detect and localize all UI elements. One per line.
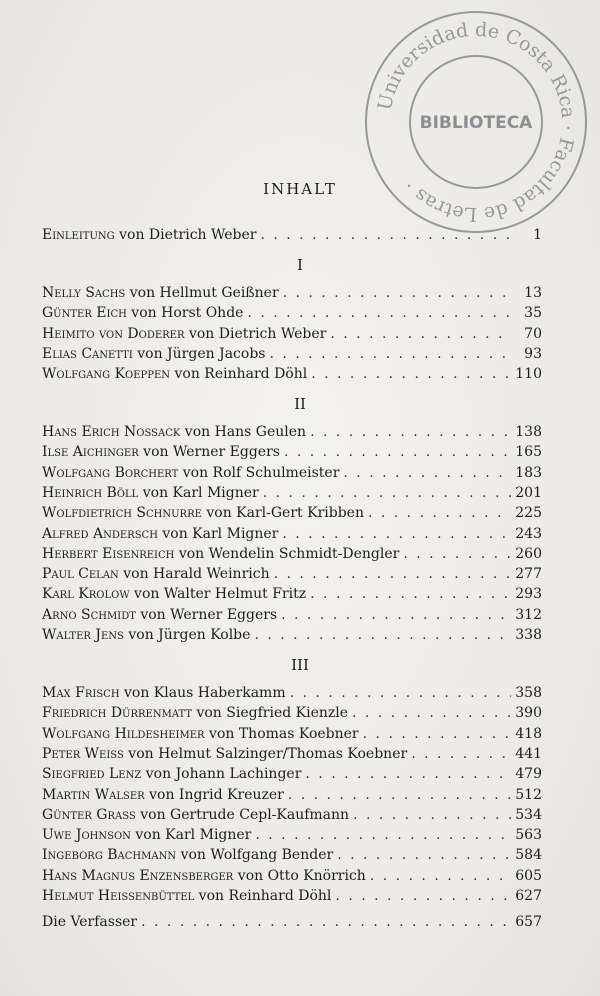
page-number: 201 xyxy=(515,484,542,501)
essay-author: von Harald Weinrich xyxy=(118,566,270,583)
essay-author: von Dietrich Weber xyxy=(114,227,257,243)
page-number: 165 xyxy=(515,444,542,461)
entry-title xyxy=(42,524,278,544)
entry-title xyxy=(42,724,359,744)
entry-title xyxy=(42,544,399,564)
toc-entry xyxy=(42,324,542,344)
entry-title xyxy=(42,483,259,503)
toc-heading: INHALT xyxy=(263,180,337,198)
dot-leader xyxy=(255,825,511,845)
dot-leader xyxy=(353,805,511,825)
page-number: 479 xyxy=(515,766,542,783)
page-number: 418 xyxy=(515,725,542,742)
author-name: Wolfdietrich Schnurre xyxy=(42,505,202,522)
dot-leader xyxy=(343,463,511,483)
author-name: Die Verfasser xyxy=(42,914,138,930)
page-number: 183 xyxy=(515,464,542,481)
author-name: Wolfgang Borchert xyxy=(42,464,179,481)
section-numeral: III xyxy=(291,656,309,674)
page-number: 657 xyxy=(515,914,542,930)
toc-entry xyxy=(42,422,542,442)
dot-leader xyxy=(260,225,512,245)
dot-leader xyxy=(141,912,511,932)
toc-entry xyxy=(42,764,542,784)
dot-leader xyxy=(403,544,511,564)
toc-entry xyxy=(42,483,542,503)
toc-entry xyxy=(42,785,542,805)
dot-leader xyxy=(311,364,511,384)
essay-author: von Wolfgang Bender xyxy=(176,847,334,864)
toc-entry xyxy=(42,625,542,645)
essay-author: von Helmut Salzinger/Thomas Koebner xyxy=(123,745,408,762)
page-number: 110 xyxy=(515,366,542,383)
entry-title xyxy=(42,283,279,303)
entry-title xyxy=(42,683,286,703)
page-number: 534 xyxy=(515,806,542,823)
dot-leader xyxy=(363,724,512,744)
toc-entry xyxy=(42,524,542,544)
page-number: 512 xyxy=(515,786,542,803)
toc-entry xyxy=(42,584,542,604)
entry-title xyxy=(42,324,326,344)
author-name: Elias Canetti xyxy=(42,345,133,362)
essay-author: von Siegfried Kienzle xyxy=(192,705,349,722)
essay-author: von Klaus Haberkamm xyxy=(119,685,286,701)
page-number: 1 xyxy=(533,227,542,243)
author-name: Einleitung xyxy=(42,227,115,243)
essay-author: von Horst Ohde xyxy=(126,305,244,322)
entry-title xyxy=(42,463,339,483)
entry-title xyxy=(42,886,331,906)
entry-title xyxy=(42,805,349,825)
essay-author: von Otto Knörrich xyxy=(233,867,366,884)
essay-author: von Hans Geulen xyxy=(180,424,307,440)
essay-author: von Karl Migner xyxy=(138,484,259,501)
author-name: Günter Eich xyxy=(42,305,127,322)
dot-leader xyxy=(310,422,511,442)
author-name: Wolfgang Hildesheimer xyxy=(42,725,205,742)
author-name: Walter Jens xyxy=(42,627,124,643)
dot-leader xyxy=(290,683,512,703)
page-number: 260 xyxy=(515,545,542,562)
dot-leader xyxy=(281,605,511,625)
page-number: 563 xyxy=(515,827,542,844)
page-number: 138 xyxy=(515,424,542,440)
dot-leader xyxy=(282,524,511,544)
page-number: 93 xyxy=(524,345,542,362)
toc-entry xyxy=(42,683,542,703)
page-number: 293 xyxy=(515,586,542,603)
toc-entry xyxy=(42,442,542,462)
dot-leader xyxy=(337,845,511,865)
entry-title xyxy=(42,625,250,645)
dot-leader xyxy=(330,324,512,344)
page-number: 277 xyxy=(515,566,542,583)
essay-author: von Wendelin Schmidt-Dengler xyxy=(174,545,400,562)
author-name: Nelly Sachs xyxy=(42,285,126,301)
dot-leader xyxy=(247,303,512,323)
author-name: Friedrich Dürrenmatt xyxy=(42,705,193,722)
page-number: 441 xyxy=(515,745,542,762)
library-stamp xyxy=(362,8,590,236)
essay-author: von Werner Eggers xyxy=(138,444,280,461)
essay-author: von Walter Helmut Fritz xyxy=(129,586,307,603)
page-number: 70 xyxy=(524,325,542,342)
dot-leader xyxy=(274,564,512,584)
essay-author: von Dietrich Weber xyxy=(184,325,327,342)
entry-title xyxy=(42,364,307,384)
essay-author: von Werner Eggers xyxy=(135,606,278,623)
author-name: Martin Walser xyxy=(42,786,145,803)
toc-entry xyxy=(42,605,542,625)
entry-title xyxy=(42,785,284,805)
toc-entry xyxy=(42,724,542,744)
toc-entry xyxy=(42,703,542,723)
essay-author: von Thomas Koebner xyxy=(204,725,359,742)
entry-title xyxy=(42,825,251,845)
entry-title xyxy=(42,442,280,462)
author-name: Ingeborg Bachmann xyxy=(42,847,177,864)
entry-title xyxy=(42,584,306,604)
toc-entry xyxy=(42,283,542,303)
author-name: Günter Grass xyxy=(42,806,136,823)
author-name: Hans Magnus Enzensberger xyxy=(42,867,234,884)
dot-leader xyxy=(283,283,512,303)
author-name: Karl Krolow xyxy=(42,586,130,603)
stamp-center-text: BIBLIOTECA xyxy=(419,113,533,133)
page-number: 627 xyxy=(515,888,542,904)
page-number: 358 xyxy=(515,685,542,701)
entry-title xyxy=(42,703,348,723)
dot-leader xyxy=(335,886,511,906)
page-number: 13 xyxy=(524,285,542,301)
stamp-ring-text: Universidad de Costa Rica · Facultad de Letras · xyxy=(373,18,580,226)
entry-title xyxy=(42,503,364,523)
entry-title xyxy=(42,225,256,245)
dot-leader xyxy=(269,344,512,364)
essay-author: von Jürgen Jacobs xyxy=(132,345,266,362)
dot-leader xyxy=(411,744,511,764)
essay-author: von Karl Migner xyxy=(130,827,252,844)
author-name: Siegfried Lenz xyxy=(42,766,142,783)
page-number: 312 xyxy=(515,606,542,623)
dot-leader xyxy=(352,703,511,723)
page-number: 584 xyxy=(515,847,542,864)
author-name: Max Frisch xyxy=(42,685,120,701)
essay-author: von Gertrude Cepl-Kaufmann xyxy=(135,806,350,823)
toc-entry xyxy=(42,344,542,364)
essay-author: von Jürgen Kolbe xyxy=(123,627,251,643)
essay-author: von Reinhard Döhl xyxy=(170,366,308,383)
dot-leader xyxy=(284,442,511,462)
author-name: Arno Schmidt xyxy=(42,606,136,623)
page-number: 243 xyxy=(515,525,542,542)
entry-title xyxy=(42,303,243,323)
section-numeral: I xyxy=(297,256,303,274)
author-name: Herbert Eisenreich xyxy=(42,545,175,562)
author-name: Peter Weiss xyxy=(42,745,124,762)
author-name: Alfred Andersch xyxy=(42,525,158,542)
toc-entry xyxy=(42,744,542,764)
entry-title xyxy=(42,605,277,625)
essay-author: von Johann Lachinger xyxy=(141,766,302,783)
dot-leader xyxy=(263,483,512,503)
toc-entry xyxy=(42,912,542,932)
toc-entry xyxy=(42,364,542,384)
toc-entry xyxy=(42,805,542,825)
author-name: Heinrich Böll xyxy=(42,484,139,501)
author-name: Ilse Aichinger xyxy=(42,444,139,461)
essay-author: von Reinhard Döhl xyxy=(194,888,332,904)
dot-leader xyxy=(305,764,511,784)
dot-leader xyxy=(254,625,511,645)
essay-author: von Ingrid Kreuzer xyxy=(144,786,284,803)
author-name: Helmut Heissenbüttel xyxy=(42,888,195,904)
toc-entry xyxy=(42,886,542,906)
page-number: 390 xyxy=(515,705,542,722)
entry-title xyxy=(42,744,407,764)
entry-title xyxy=(42,912,137,932)
toc-entry xyxy=(42,564,542,584)
entry-title xyxy=(42,866,366,886)
author-name: Wolfgang Koeppen xyxy=(42,366,171,383)
entry-title xyxy=(42,344,265,364)
entry-title xyxy=(42,764,301,784)
author-name: Heimito von Doderer xyxy=(42,325,185,342)
dot-leader xyxy=(310,584,511,604)
dot-leader xyxy=(370,866,511,886)
toc-entry xyxy=(42,544,542,564)
dot-leader xyxy=(288,785,511,805)
essay-author: von Rolf Schulmeister xyxy=(178,464,340,481)
section-numeral: II xyxy=(294,395,306,413)
page-number: 225 xyxy=(515,505,542,522)
toc-entry xyxy=(42,825,542,845)
toc-entry xyxy=(42,866,542,886)
author-name: Paul Celan xyxy=(42,566,119,583)
author-name: Uwe Johnson xyxy=(42,827,131,844)
toc-entry xyxy=(42,503,542,523)
entry-title xyxy=(42,845,333,865)
dot-leader xyxy=(368,503,511,523)
essay-author: von Karl Migner xyxy=(157,525,279,542)
page-number: 605 xyxy=(515,867,542,884)
entry-title xyxy=(42,422,306,442)
page-number: 338 xyxy=(515,627,542,643)
essay-author: von Hellmut Geißner xyxy=(125,285,279,301)
author-name: Hans Erich Nossack xyxy=(42,424,181,440)
essay-author: von Karl-Gert Kribben xyxy=(201,505,364,522)
toc-entry xyxy=(42,463,542,483)
page-number: 35 xyxy=(524,305,542,322)
entry-title xyxy=(42,564,270,584)
toc-entry xyxy=(42,845,542,865)
toc-entry xyxy=(42,303,542,323)
toc-entry xyxy=(42,225,542,245)
